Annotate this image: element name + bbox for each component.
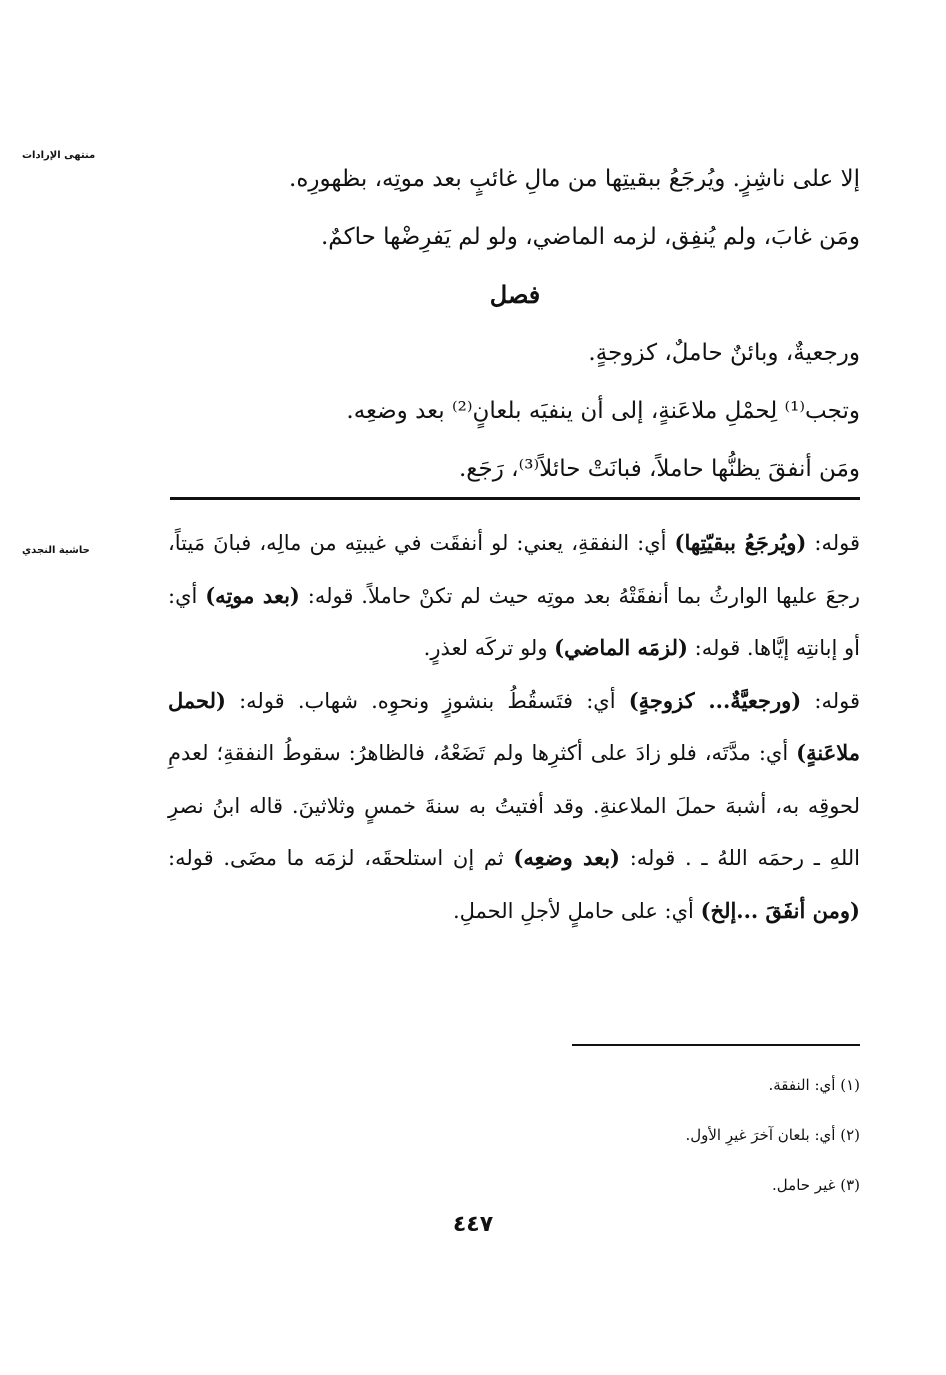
commentary-span: أي: مدَّتَه، فلو زادَ على أكثرِها ولم تَضَعْهُ، فالظاهرُ: سقوطُ النفقةِ؛ لعدمِ لحوقِه به، أشبهَ حملَ الملاعنةِ. وقد أفتيتُ به سنةَ خمسٍ وثلاثينَ. قاله ابنُ نصرِ اللهِ ـ رحمَه اللهُ ـ . قوله: [168,741,860,870]
commentary-span: ولو تركَه لعذرٍ. [423,636,555,660]
footnote-2: (٢) أي: بلعان آخرَ غيرِ الأول. [685,1126,860,1144]
quoted-phrase: (لزمَه الماضي) [554,635,688,660]
commentary-lead: قوله: [801,688,860,713]
commentary-text [168,517,860,937]
quoted-phrase: (بعد وضعِه) [513,845,620,870]
quoted-phrase: (ومن أنفَقَ ...إلخ) [700,897,860,923]
footnotes [400,1060,860,1210]
quoted-phrase: (ورجعيَّةٌ... كزوجةٍ) [628,687,802,713]
commentary-paragraph-2 [168,675,860,938]
page-number: ٤٤٧ [452,1212,494,1237]
main-text [170,150,860,498]
main-line-3: ورجعيةٌ، وبائنٌ حاملٌ، كزوجةٍ. [588,340,860,366]
footnote-separator-rule [572,1044,860,1046]
commentary-span: أي: فتَسقُطُ بنشوزٍ ونحوِه. شهاب. قوله: [225,688,629,713]
commentary-title-label: حاشية النجدي [22,545,90,556]
commentary-span: أي: أو إبانتِه إيَّاها. قوله: [168,583,860,660]
footnote-1: (١) أي: النفقة. [768,1076,860,1094]
quoted-phrase: (بعد موتِه) [205,582,300,608]
commentary-lead: قوله: [806,531,861,555]
commentary-span: أي: على حاملٍ لأجلِ الحملِ. [452,898,701,923]
book-title-label: منتهى الإرادات [22,150,96,161]
main-line-2: ومَن غابَ، ولم يُنفِق، لزمه الماضي، ولو لم يَفرِضْها حاكمٌ. [321,224,860,250]
main-line-5: ومَن أنفقَ يظنُّها حاملاً، فبانَتْ حائلاً⁽³⁾، رَجَع. [458,456,860,482]
main-line-4: وتجب⁽¹⁾ لِحمْلِ ملاعَنةٍ، إلى أن ينفيَه بلعانٍ⁽²⁾ بعد وضعِه. [346,398,860,424]
commentary-paragraph-1 [168,517,860,675]
commentary-span: أي: النفقةِ، يعني: لو أنفقَت في غيبتِه من مالِه، فبانَ مَيتاً، رجعَ عليها الوارثُ بما أنفقَتْهُ بعد موتِه حيث لم تكنْ حاملاً. قوله: [168,531,860,608]
main-separator-rule [170,497,860,500]
quoted-phrase: (لحمل ملاعَنةٍ) [168,687,860,765]
quoted-phrase: (ويُرجَعُ ببقيّتِها) [674,530,807,555]
main-line-1: إلا على ناشِزٍ. ويُرجَعُ ببقيتِها من مالِ غائبٍ بعد موتِه، بظهورِه. [289,166,860,192]
section-heading: فصل [489,280,541,309]
commentary-span: ثم إن استلحقَه، لزمَه ما مضَى. قوله: [168,846,514,870]
footnote-3: (٣) غير حامل. [772,1176,860,1194]
